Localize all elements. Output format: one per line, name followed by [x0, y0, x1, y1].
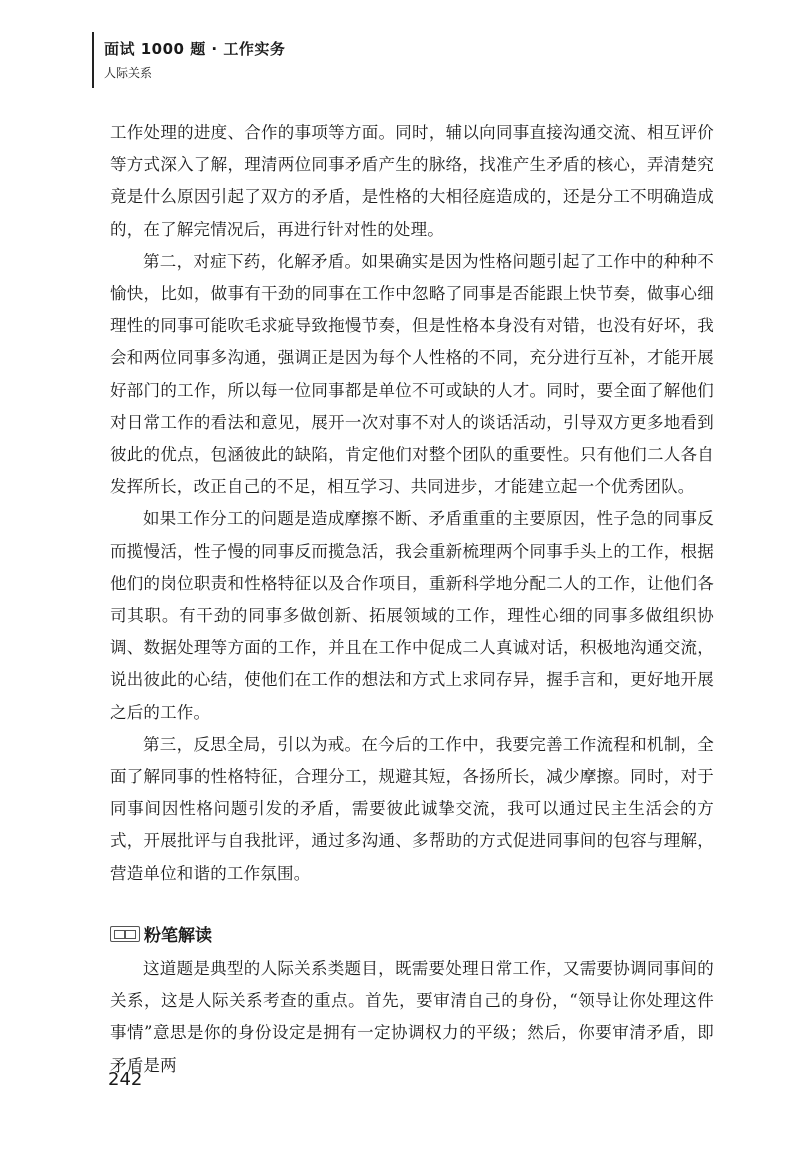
paragraph-continuation: 工作处理的进度、合作的事项等方面。同时，辅以向同事直接沟通交流、相互评价等方式深入了解，理清两位同事矛盾产生的脉络，找准产生矛盾的核心，弄清楚究竟是什么原因引起了双方的矛盾，是性格的大相径庭造成的，还是分工不明确造成的，在了解完情况后，再进行针对性的处理。 — [110, 123, 714, 239]
page-number: 242 — [108, 1069, 143, 1090]
analysis-paragraph: 这道题是典型的人际关系类题目，既需要处理日常工作，又需要协调同事间的关系，这是人际关系考查的重点。首先，要审清自己的身份，“领导让你处理这件事情”意思是你的身份设定是拥有一定协调权力的平级；然后，你要审清矛盾，即矛盾是两 — [110, 959, 714, 1075]
analysis-badge-icon — [110, 926, 140, 942]
book-title: 面试 1000 题 · 工作实务 — [104, 40, 286, 58]
section-heading-text: 粉笔解读 — [144, 925, 212, 946]
body-text — [110, 117, 714, 890]
paragraph-division-of-work: 如果工作分工的问题是造成摩擦不断、矛盾重重的主要原因，性子急的同事反而揽慢活，性子慢的同事反而揽急活，我会重新梳理两个同事手头上的工作，根据他们的岗位职责和性格特征以及合作项目，重新科学地分配二人的工作，让他们各司其职。有干劲的同事多做创新、拓展领域的工作，理性心细的同事多做组织协调、数据处理等方面的工作，并且在工作中促成二人真诚对话，积极地沟通交流，说出彼此的心结，使他们在工作的想法和方式上求同存异，握手言和，更好地开展之后的工作。 — [110, 509, 714, 722]
chapter-subtitle: 人际关系 — [104, 66, 153, 80]
running-header — [92, 32, 285, 88]
analysis-section — [110, 917, 714, 1098]
paragraph-step-three: 第三，反思全局，引以为戒。在今后的工作中，我要完善工作流程和机制，全面了解同事的性格特征，合理分工，规避其短，各扬所长，减少摩擦。同时，对于同事间因性格问题引发的矛盾，需要彼此诚挚交流，我可以通过民主生活会的方式，开展批评与自我批评，通过多沟通、多帮助的方式促进同事间的包容与理解，营造单位和谐的工作氛围。 — [110, 734, 714, 883]
paragraph-step-two: 第二，对症下药，化解矛盾。如果确实是因为性格问题引起了工作中的种种不愉快，比如，做事有干劲的同事在工作中忽略了同事是否能跟上快节奏，做事心细理性的同事可能吹毛求疵导致拖慢节奏，但是性格本身没有对错，也没有好坏，我会和两位同事多沟通，强调正是因为每个人性格的不同，充分进行互补，才能开展好部门的工作，所以每一位同事都是单位不可或缺的人才。同时，要全面了解他们对日常工作的看法和意见，展开一次对事不对人的谈话活动，引导双方更多地看到彼此的优点，包涵彼此的缺陷，肯定他们对整个团队的重要性。只有他们二人各自发挥所长，改正自己的不足，相互学习、共同进步，才能建立起一个优秀团队。 — [110, 251, 714, 497]
section-heading — [110, 917, 714, 949]
